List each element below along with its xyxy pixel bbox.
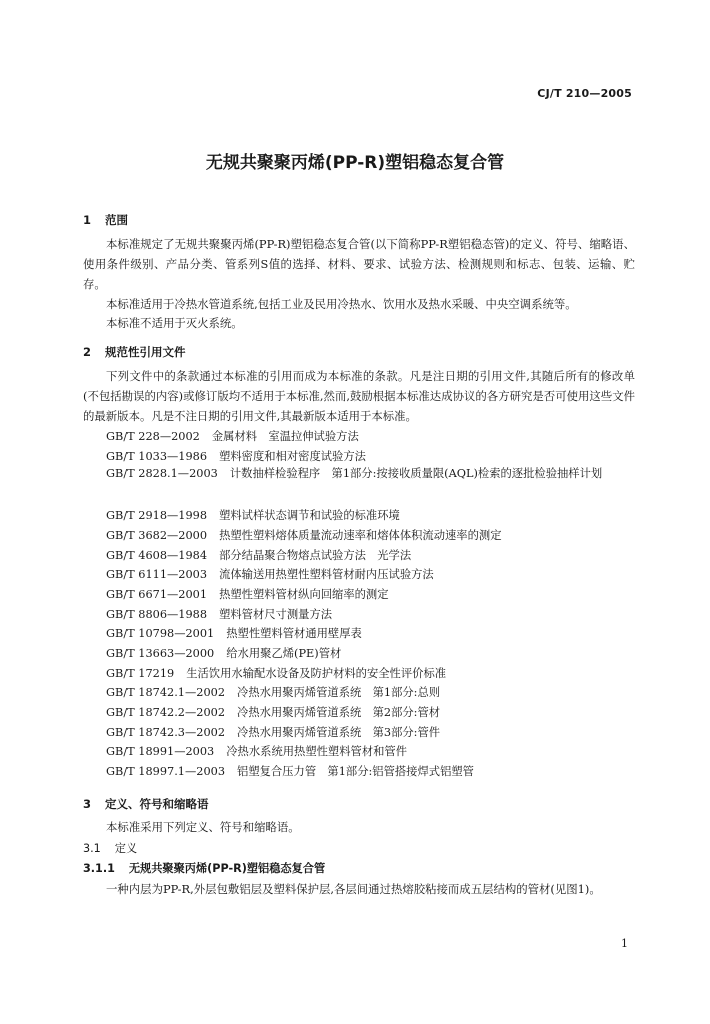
reference-title: 流体输送用热塑性塑料管材耐内压试验方法 — [219, 568, 434, 581]
reference-item — [106, 724, 636, 740]
section-1-heading — [83, 212, 128, 228]
reference-code: GB/T 2918—1998 — [106, 509, 208, 522]
reference-title: 冷热水系统用热塑性塑料管材和管件 — [226, 745, 408, 758]
reference-title: 生活饮用水输配水设备及防护材料的安全性评价标准 — [186, 667, 447, 680]
reference-code: GB/T 228—2002 — [106, 430, 200, 443]
section-3-intro: 本标准采用下列定义、符号和缩略语。 — [106, 820, 300, 834]
reference-title: 部分结晶聚合物熔点试验方法 光学法 — [219, 549, 412, 562]
subsection-number: 3.1.1 — [83, 862, 115, 875]
reference-item — [106, 586, 636, 602]
subsection-title: 定义 — [114, 842, 138, 855]
subsection-3-1-heading — [83, 840, 137, 856]
reference-title: 热塑性塑料熔体质量流动速率和熔体体积流动速率的测定 — [219, 529, 502, 542]
reference-code: GB/T 10798—2001 — [106, 627, 215, 640]
reference-code: GB/T 18742.1—2002 — [106, 686, 226, 699]
reference-item — [106, 743, 636, 759]
section-title: 范围 — [105, 213, 128, 227]
reference-item — [106, 763, 636, 779]
reference-title: 冷热水用聚丙烯管道系统 第3部分:管件 — [237, 726, 441, 739]
section-title: 规范性引用文件 — [105, 345, 186, 359]
reference-item — [106, 566, 636, 582]
reference-code: GB/T 2828.1—2003 — [106, 467, 218, 480]
reference-item — [106, 428, 636, 444]
reference-item — [83, 464, 635, 484]
reference-item — [106, 704, 636, 720]
reference-title: 热塑性塑料管材通用壁厚表 — [226, 627, 362, 640]
reference-code: GB/T 6671—2001 — [106, 588, 208, 601]
subsection-title: 无规共聚聚丙烯(PP-R)塑铝稳态复合管 — [128, 862, 326, 875]
section-number: 3 — [83, 797, 92, 811]
section-2-intro: 下列文件中的条款通过本标准的引用而成为本标准的条款。凡是注日期的引用文件,其随后所有的修改单(不包括勘误的内容)或修订版均不适用于本标准,然而,鼓励根据本标准达成协议的各方研究是否可使用这些文件的最新版本。凡是不注日期的引用文件,其最新版本适用于本标准。 — [83, 369, 635, 423]
section-title: 定义、符号和缩略语 — [105, 797, 209, 811]
reference-item — [106, 448, 636, 464]
section-1-paragraph-2: 本标准适用于冷热水管道系统,包括工业及民用冷热水、饮用水及热水采暖、中央空调系统等。 — [106, 297, 577, 311]
subsection-number: 3.1 — [83, 842, 101, 855]
reference-code: GB/T 6111—2003 — [106, 568, 208, 581]
reference-code: GB/T 18991—2003 — [106, 745, 215, 758]
reference-code: GB/T 17219 — [106, 667, 175, 680]
reference-title: 塑料试样状态调节和试验的标准环境 — [219, 509, 400, 522]
reference-title: 冷热水用聚丙烯管道系统 第2部分:管材 — [237, 706, 441, 719]
subsection-3-1-1-heading — [83, 860, 325, 876]
reference-code: GB/T 13663—2000 — [106, 647, 215, 660]
reference-title: 塑料密度和相对密度试验方法 — [219, 450, 366, 463]
definition-paragraph: 一种内层为PP-R,外层包敷铝层及塑料保护层,各层间通过热熔胶粘接而成五层结构的管材(见图1)。 — [106, 882, 601, 896]
reference-item — [106, 665, 636, 681]
page-number: 1 — [621, 937, 628, 950]
section-3-heading — [83, 796, 209, 812]
reference-code: GB/T 4608—1984 — [106, 549, 208, 562]
reference-code: GB/T 8806—1988 — [106, 608, 208, 621]
section-2-heading — [83, 344, 186, 360]
reference-title: 热塑性塑料管材纵向回缩率的测定 — [219, 588, 389, 601]
reference-item — [106, 547, 636, 563]
reference-title: 计数抽样检验程序 第1部分:按接收质量限(AQL)检索的逐批检验抽样计划 — [229, 467, 603, 480]
reference-item — [106, 507, 636, 523]
reference-title: 铝塑复合压力管 第1部分:铝管搭接焊式铝塑管 — [237, 765, 474, 778]
section-number: 2 — [83, 345, 92, 359]
reference-title: 给水用聚乙烯(PE)管材 — [226, 647, 342, 660]
reference-title: 塑料管材尺寸测量方法 — [219, 608, 333, 621]
reference-code: GB/T 18742.3—2002 — [106, 726, 226, 739]
standard-code: CJ/T 210—2005 — [537, 87, 632, 100]
reference-title: 金属材料 室温拉伸试验方法 — [211, 430, 359, 443]
section-1-paragraph-1: 本标准规定了无规共聚聚丙烯(PP-R)塑铝稳态复合管(以下简称PP-R塑铝稳态管)的定义、符号、缩略语、使用条件级别、产品分类、管系列S值的选择、材料、要求、试验方法、检测规则和标志、包装、运输、贮存。 — [83, 237, 635, 291]
reference-item — [106, 684, 636, 700]
reference-code: GB/T 18997.1—2003 — [106, 765, 226, 778]
reference-item — [106, 625, 636, 641]
reference-code: GB/T 1033—1986 — [106, 450, 208, 463]
reference-item — [106, 527, 636, 543]
reference-item — [106, 606, 636, 622]
reference-title: 冷热水用聚丙烯管道系统 第1部分:总则 — [237, 686, 441, 699]
reference-code: GB/T 3682—2000 — [106, 529, 208, 542]
reference-code: GB/T 18742.2—2002 — [106, 706, 226, 719]
section-1-paragraph-3: 本标准不适用于灭火系统。 — [106, 316, 243, 330]
reference-item — [106, 645, 636, 661]
document-title: 无规共聚聚丙烯(PP-R)塑铝稳态复合管 — [205, 153, 505, 173]
section-number: 1 — [83, 213, 92, 227]
